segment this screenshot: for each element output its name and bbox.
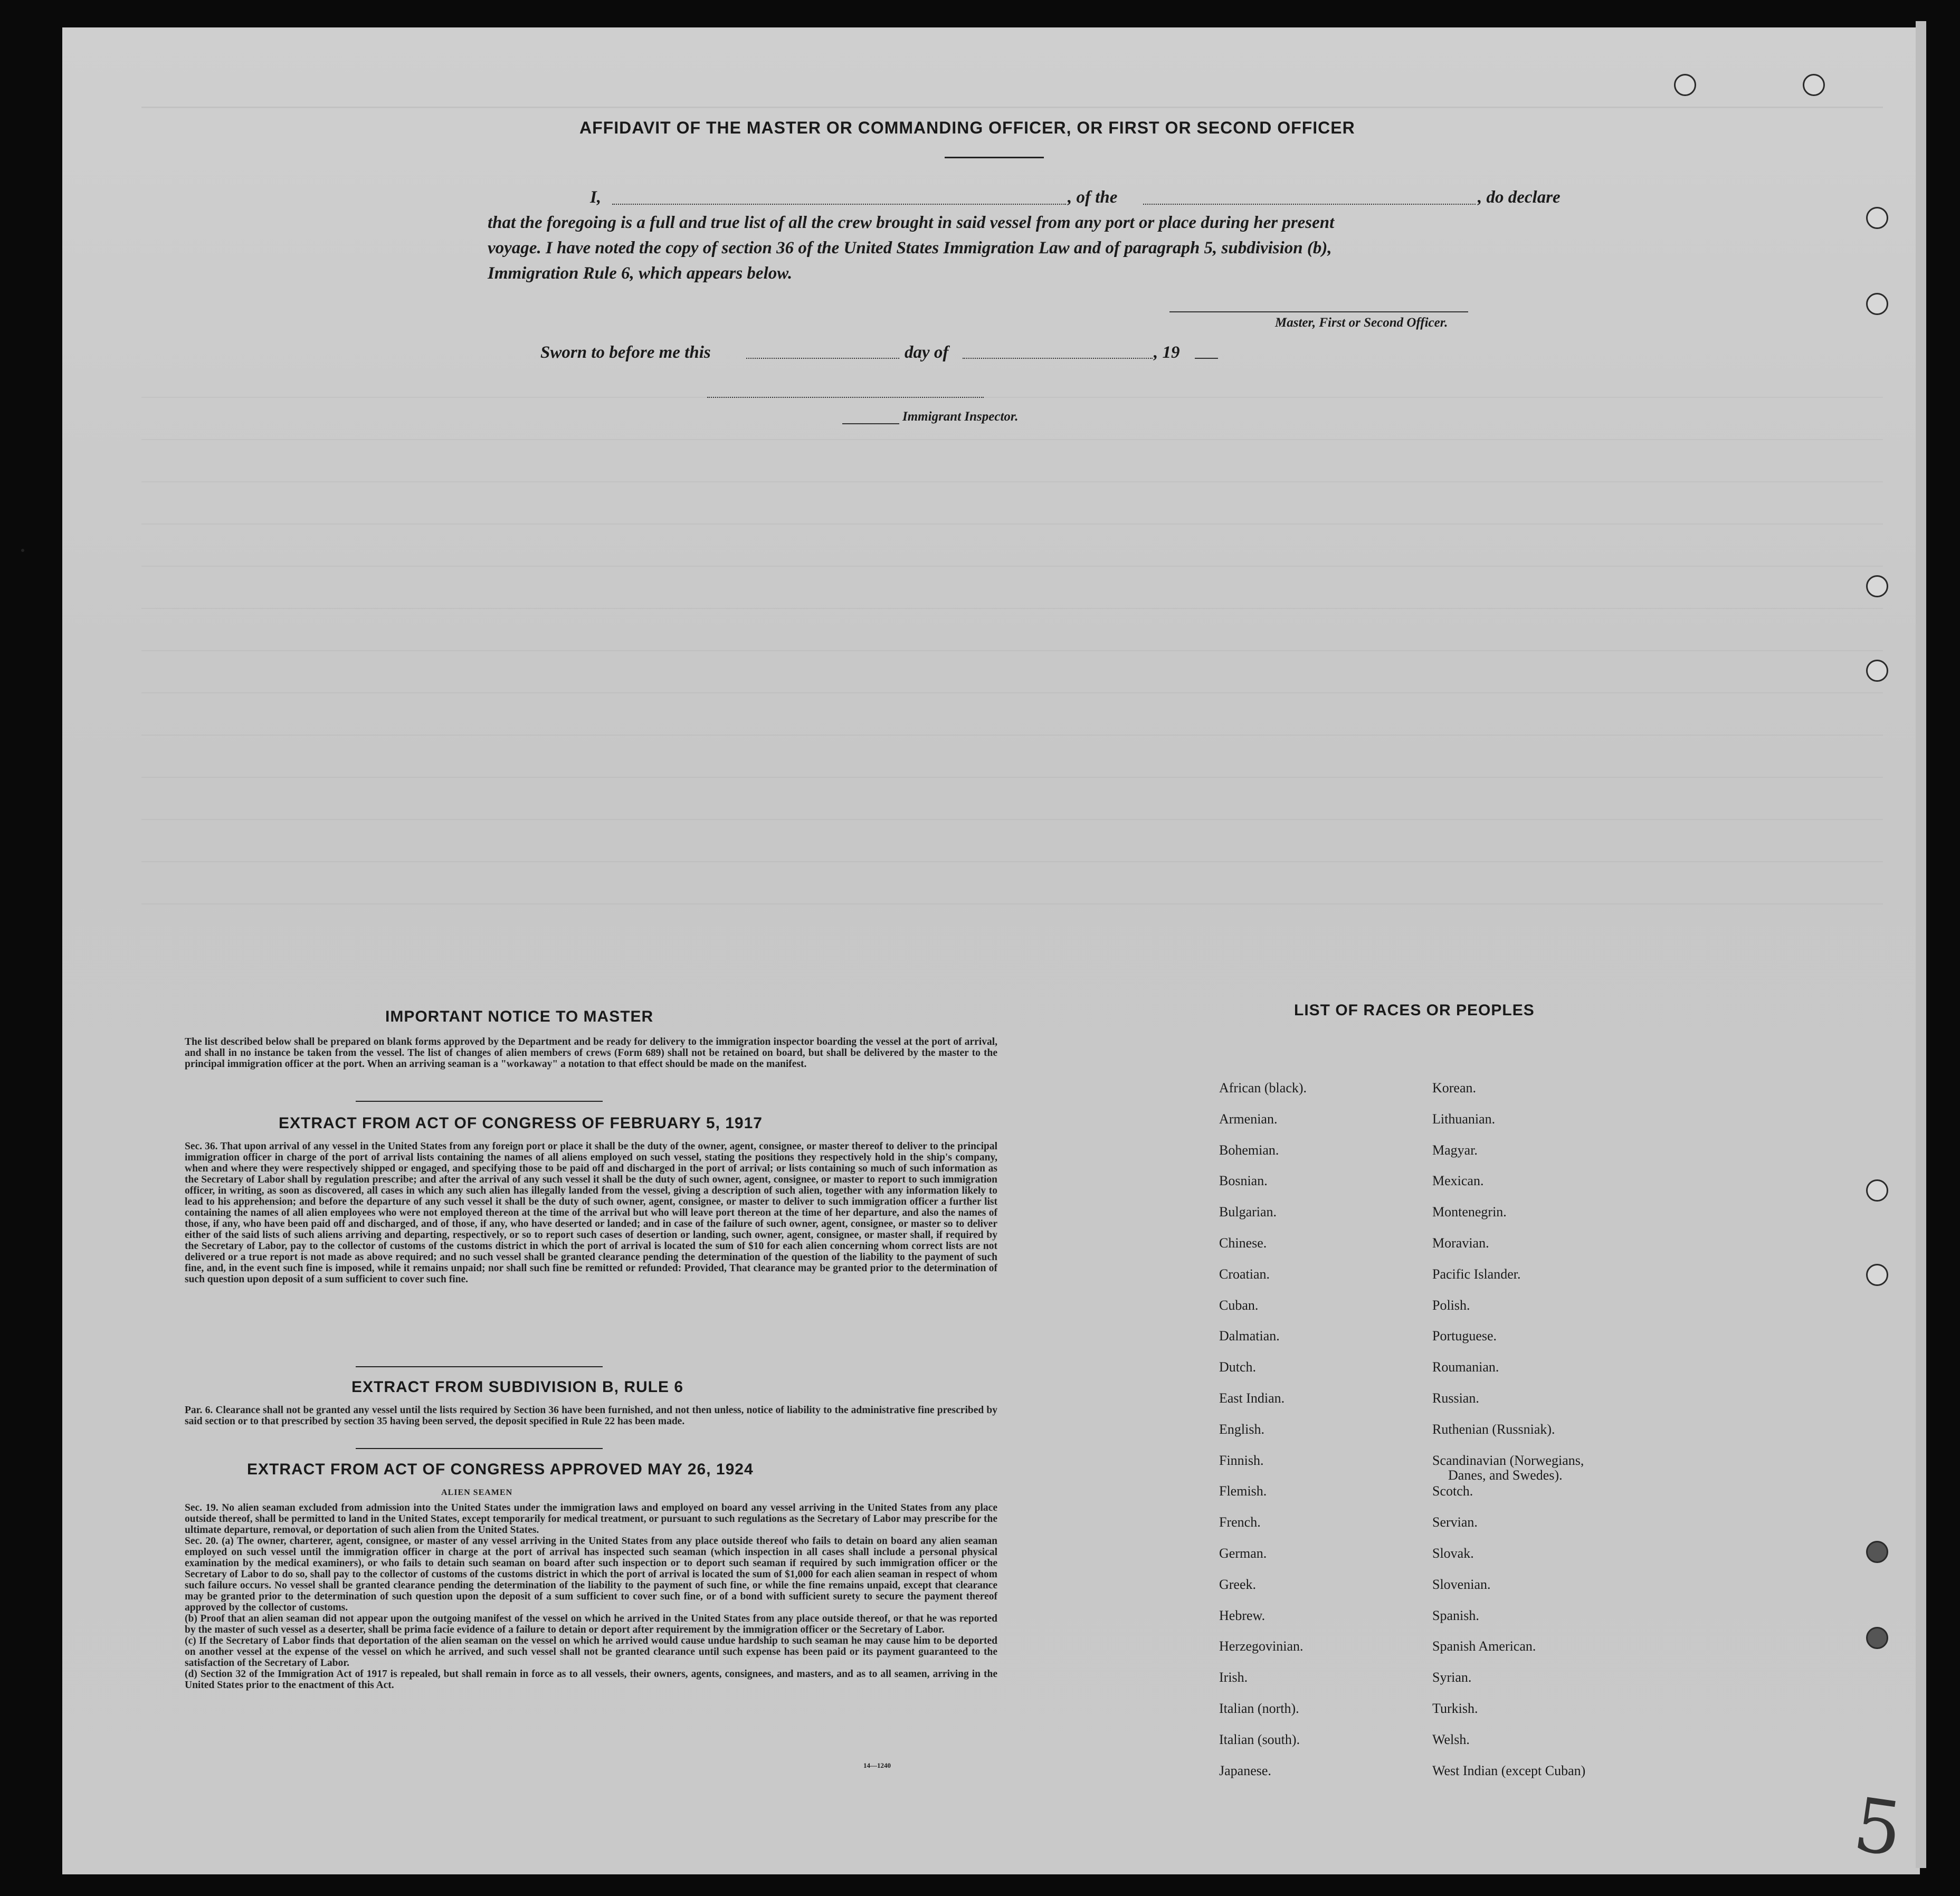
race-item: Syrian. — [1432, 1670, 1472, 1685]
officer-signature-label: Master, First or Second Officer. — [1275, 316, 1448, 330]
sec20b-text: (b) Proof that an alien seaman did not appear upon the outgoing manifest of the vessel on which he arrived in the United States from any place outside thereof, or that he was reported by the master of such vessel as a deserter, shall be prima facie evidence of a failure to detain or deport after requirement by the immigration officer or the Secretary of Labor. — [185, 1613, 997, 1635]
inspector-signature-line[interactable] — [707, 397, 984, 398]
punch-hole-icon — [1866, 293, 1888, 315]
race-item: Dutch. — [1219, 1359, 1257, 1375]
sworn-line — [540, 340, 1279, 365]
race-item: Italian (south). — [1219, 1732, 1300, 1747]
race-item: Scotch. — [1432, 1483, 1473, 1499]
race-item: Bohemian. — [1219, 1142, 1279, 1158]
race-item: Chinese. — [1219, 1235, 1267, 1251]
document-page — [62, 27, 1920, 1874]
race-item: Dalmatian. — [1219, 1328, 1280, 1344]
race-item: Servian. — [1432, 1514, 1478, 1530]
extract-1917-title: EXTRACT FROM ACT OF CONGRESS OF FEBRUARY 5, 1917 — [279, 1114, 763, 1132]
punch-hole-icon — [1866, 1541, 1888, 1563]
inspector-label: Immigrant Inspector. — [902, 409, 1019, 424]
subdivision-b-rule — [356, 1448, 603, 1449]
race-item: Flemish. — [1219, 1483, 1267, 1499]
punch-hole-icon — [1674, 74, 1696, 96]
margin-mark: 5 — [1849, 1781, 1907, 1874]
race-item: Armenian. — [1219, 1111, 1278, 1127]
notice-text: The list described below shall be prepared on blank forms approved by the Department and be ready for delivery to the immigration inspector boarding the vessel at the port of arrival, and shall in no instance be taken from the vessel. The list of changes of alien members of crews (Form 689) shall not be retained on board, but shall be delivered by the master to the principal immigration officer at the port. When an arriving seaman is a "workaway" a notation to that effect should be made on the manifest. — [185, 1036, 997, 1070]
race-item: Russian. — [1432, 1390, 1479, 1406]
race-item: Moravian. — [1432, 1235, 1489, 1251]
affidavit-of-the: , of the — [1068, 188, 1118, 207]
race-item: Turkish. — [1432, 1701, 1478, 1716]
extract-1924-title: EXTRACT FROM ACT OF CONGRESS APPROVED MAY 26, 1924 — [247, 1461, 754, 1478]
affidavit-line-2: that the foregoing is a full and true list of all the crew brought in said vessel from any port or place during her present — [488, 213, 1335, 232]
race-item: African (black). — [1219, 1080, 1307, 1095]
race-item: French. — [1219, 1514, 1261, 1530]
race-item: Danes, and Swedes). — [1448, 1468, 1563, 1483]
form-number: 14—1240 — [863, 1761, 891, 1769]
sec20d-text: (d) Section 32 of the Immigration Act of 1917 is repealed, but shall remain in force as to all vessels, their owners, agents, consignees, and masters, and as to all seamen, arriving in the United States prior to the enactment of this Act. — [185, 1669, 997, 1691]
races-left-column — [1219, 27, 1224, 33]
race-item: Lithuanian. — [1432, 1111, 1496, 1127]
punch-hole-icon — [1866, 207, 1888, 229]
affidavit-line-4: Immigration Rule 6, which appears below. — [488, 264, 793, 283]
sworn-label: Sworn to before me this — [540, 343, 711, 362]
race-item: German. — [1219, 1546, 1267, 1561]
race-item: Italian (north). — [1219, 1701, 1299, 1716]
race-item: Spanish American. — [1432, 1638, 1536, 1654]
race-item: Spanish. — [1432, 1608, 1479, 1623]
speck-icon — [21, 549, 24, 552]
races-right-column — [1432, 27, 1438, 33]
sec20c-text: (c) If the Secretary of Labor finds that deportation of the alien seaman on the vessel on which he arrived would cause undue hardship to such seaman he may cause him to be deported on another vessel at the expense of the vessel on which he arrived, and such vessel shall not be granted clearance until such expense has been paid or its payment guaranteed to the satisfaction of the Secretary of Labor. — [185, 1635, 997, 1669]
extract-1924-body — [185, 1502, 997, 1691]
affidavit-title-rule — [945, 157, 1044, 158]
extract-1917-text: Sec. 36. That upon arrival of any vessel in the United States from any foreign port or place it shall be the duty of the owner, agent, consignee, or master thereof to deliver to the principal immigration officer in charge of the port of arrival lists containing the names of all aliens employed on such vessel, stating the positions they respectively hold in the ship's company, when and where they were respectively shipped or engaged, and specifying those to be paid off and discharged in the port of arrival; or lists containing so much of such information as the Secretary of Labor shall by regulation prescribe; and after the arrival of any such vessel it shall be the duty of such owner, agent, consignee, or master to report to such immigration officer, in writing, as soon as discovered, all cases in which any such alien has illegally landed from the vessel, giving a description of such alien, together with any information likely to lead to his apprehension; and before the departure of any such vessel it shall be the duty of such owner, agent, consignee, or master to deliver to such immigration officer a further list containing the names of all alien employees who were not employed thereon at the time of the arrival but who will leave port thereon at the time of her departure, and also the names of those, if any, who have been paid off and discharged, and of those, if any, who have deserted or landed; and in case of the failure of such owner, agent, consignee, or master so to deliver either of the said lists of such aliens arriving and departing, respectively, or so to report such cases of desertion or landing, such owner, agent, consignee, or master shall, if required by the Secretary of Labor, pay to the collector of customs of the customs district in which the port of arrival is located the sum of $10 for each alien concerning whom correct lists are not delivered or a true report is not made as above required; and no such vessel shall be granted clearance pending the determination of the question of the liability to the payment of such fine, and, in the event such fine is imposed, while it remains unpaid; nor shall such fine be remitted or refunded: Provided, That clearance may be granted prior to the determination of such question upon deposit of a sum sufficient to cover such fine. — [185, 1141, 997, 1285]
race-item: Greek. — [1219, 1577, 1257, 1592]
punch-hole-icon — [1803, 74, 1825, 96]
vessel-name-field[interactable] — [1143, 204, 1476, 205]
affidavit-i-label: I, — [590, 188, 602, 207]
sworn-month-field[interactable] — [963, 358, 1153, 359]
sec20a-text: Sec. 20. (a) The owner, charterer, agent, consignee, or master of any vessel arriving in the United States from any place outside thereof who fails to detain on board any alien seaman employed on such vessel until the immigration officer in charge at the port of arrival has inspected such seaman (which inspection in all cases shall include a personal physical examination by the medical examiners), or who fails to detain such seaman on board after such inspection or to deport such seaman if required by such immigration officer or the Secretary of Labor to do so, shall pay to the collector of customs of the customs district in which the port of arrival is located the sum of $1,000 for each alien seaman in respect of whom such failure occurs. No vessel shall be granted clearance pending the determination of the liability to the payment of such fine, or while the fine remains unpaid, except that clearance may be granted prior to the determination of such question upon the deposit of a sum sufficient to cover such fine, or of a bond with sufficient surety to secure the payment thereof approved by the collector of customs. — [185, 1536, 997, 1613]
race-item: Korean. — [1432, 1080, 1477, 1095]
affidavit-line-1 — [537, 185, 1593, 210]
race-item: Montenegrin. — [1432, 1204, 1507, 1219]
race-item: Bosnian. — [1219, 1173, 1268, 1188]
race-item: Polish. — [1432, 1298, 1470, 1313]
race-item: Welsh. — [1432, 1732, 1470, 1747]
extract-1917-rule — [356, 1366, 603, 1367]
year-label: , 19 — [1154, 343, 1180, 362]
race-item: Hebrew. — [1219, 1608, 1266, 1623]
punch-hole-icon — [1866, 1179, 1888, 1202]
races-title: LIST OF RACES OR PEOPLES — [1294, 1002, 1535, 1019]
officer-signature-line[interactable] — [1169, 311, 1468, 312]
race-item: Irish. — [1219, 1670, 1248, 1685]
race-item: Japanese. — [1219, 1763, 1271, 1778]
day-of-label: day of — [905, 343, 949, 362]
sworn-year-field[interactable] — [1195, 358, 1218, 359]
sec19-text: Sec. 19. No alien seaman excluded from admission into the United States under the immigration laws and employed on board any vessel arriving in the United States from any place outside thereof, shall be permitted to land in the United States, except temporarily for medical treatment, or pursuant to such regulations as the Secretary of Labor may prescribe for the ultimate departure, removal, or deportation of such alien from the United States. — [185, 1502, 997, 1536]
notice-title: IMPORTANT NOTICE TO MASTER — [385, 1008, 654, 1025]
race-item: Finnish. — [1219, 1453, 1264, 1468]
affidavit-do-declare: , do declare — [1478, 188, 1561, 207]
race-item: Slovak. — [1432, 1546, 1474, 1561]
race-item: Herzegovinian. — [1219, 1638, 1304, 1654]
subdivision-b-text: Par. 6. Clearance shall not be granted any vessel until the lists required by Section 36 have been furnished, and not then unless, notice of liability to the administrative fine prescribed by said section or to that prescribed by section 35 having been served, the deposit specified in Rule 22 has been made. — [185, 1405, 997, 1427]
race-item: East Indian. — [1219, 1390, 1285, 1406]
race-item: Magyar. — [1432, 1142, 1478, 1158]
affidavit-line-3: voyage. I have noted the copy of section 36 of the United States Immigration Law and of paragraph 5, subdivision (b), — [488, 239, 1332, 258]
notice-rule — [356, 1101, 603, 1102]
race-item: Bulgarian. — [1219, 1204, 1277, 1219]
race-item: Mexican. — [1432, 1173, 1484, 1188]
inspector-prefix-line — [842, 423, 899, 424]
sworn-day-field[interactable] — [746, 358, 899, 359]
punch-hole-icon — [1866, 1264, 1888, 1286]
affidavit-title: AFFIDAVIT OF THE MASTER OR COMMANDING OFFICER, OR FIRST OR SECOND OFFICER — [579, 118, 1355, 137]
punch-hole-icon — [1866, 575, 1888, 597]
race-item: Portuguese. — [1432, 1328, 1497, 1344]
race-item: Croatian. — [1219, 1266, 1270, 1282]
race-item: Roumanian. — [1432, 1359, 1499, 1375]
race-item: English. — [1219, 1422, 1264, 1437]
punch-hole-icon — [1866, 660, 1888, 682]
page-edge — [1916, 21, 1926, 1868]
race-item: Slovenian. — [1432, 1577, 1491, 1592]
race-item: Pacific Islander. — [1432, 1266, 1521, 1282]
race-item: Cuban. — [1219, 1298, 1259, 1313]
subdivision-b-title: EXTRACT FROM SUBDIVISION B, RULE 6 — [351, 1378, 684, 1396]
race-item: Scandinavian (Norwegians, — [1432, 1453, 1584, 1468]
master-name-field[interactable] — [612, 204, 1066, 205]
race-item: Ruthenian (Russniak). — [1432, 1422, 1555, 1437]
alien-seamen-subtitle: ALIEN SEAMEN — [441, 1488, 513, 1497]
race-item: West Indian (except Cuban) — [1432, 1763, 1586, 1778]
punch-hole-icon — [1866, 1627, 1888, 1649]
